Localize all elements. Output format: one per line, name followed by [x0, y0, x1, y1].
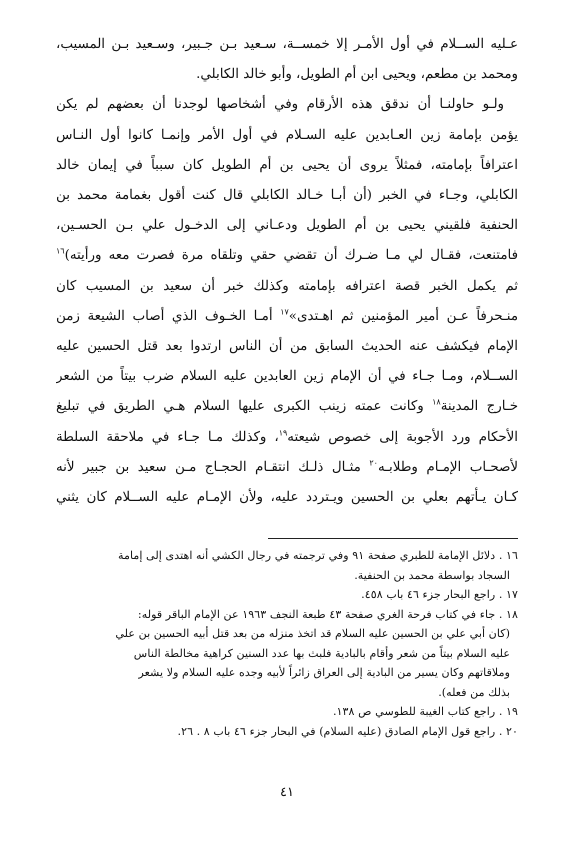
text-line-4: يؤمن بإمامة زين العـابدين عليه السـلام في أول الأمر وإنمـا كانوا أول النـاس — [56, 127, 518, 143]
footnote-18-line-5: بذلك من فعله). — [438, 685, 510, 699]
footnote-18-line-4: وملاقاتهم وكان يسير من البادية إلى العراق زائراً لأبيه وجده عليه السلام ولا يشعر — [138, 666, 510, 679]
text-line-10-body: منـحرفاً عـن أمير المؤمنين ثم اهـتدى» — [288, 308, 518, 324]
text-line-13 — [56, 392, 518, 422]
text-line-16: كـان يـأتهم بعلي بن الحسين ويـتردد عليه، ولأن الإمـام عليه الســلام كان يثني — [56, 490, 518, 506]
footnote-separator — [268, 538, 518, 539]
footnote-19 — [56, 702, 518, 722]
text-line-13-body: خـارج المدينة — [440, 399, 518, 415]
footnote-18-line-2: (كان أبي علي بن الحسين عليه السلام قد اتخذ منزله من بعد قتل أبيه الحسين بن علي — [115, 627, 510, 640]
text-line-15-body: لأصحـاب الإمـام وطلابـه — [377, 459, 518, 475]
footnote-17-line-1: ١٧ . راجع البحار جزء ٤٦ باب ٤٥٨. — [361, 588, 518, 601]
footnote-ref-18: ١٨ — [432, 397, 441, 407]
text-line-15-tail: مثـال ذلـك انتقـام الحجـاج مـن سعيد بن جبير لأنه — [56, 459, 370, 475]
text-line-11: الإمام فيكشف عنه الحديث السابق من أن الناس ارتدوا بعد قتل الحسين عليه — [56, 339, 518, 355]
footnote-20-line-1: ٢٠ . راجع قول الإمام الصادق (عليه السلام) في البحار جزء ٤٦ باب ٨ . ٢٦. — [177, 724, 518, 738]
footnote-ref-20: ٢٠ — [369, 458, 378, 468]
text-line-1: عـليه الســلام في أول الأمـر إلا خمســة، سـعيد بـن جـبير، وسـعيد بـن المسيب، — [56, 37, 518, 52]
footnote-16 — [56, 546, 518, 585]
footnote-17 — [56, 585, 518, 605]
footnote-ref-17: ١٧ — [280, 307, 289, 317]
text-line-3: ولـو حاولنـا أن ندقق هذه الأرقام وفي أشخاصها لوجدنا أن بعضهم لم يكن — [56, 97, 504, 113]
footnote-ref-16: ١٦ — [56, 246, 65, 256]
text-line-2: ومحمد بن مطعم، ويحيى ابن أم الطويل، وأبو خالد الكابلي. — [196, 67, 518, 83]
footnote-18 — [56, 605, 518, 703]
footnotes — [56, 546, 518, 741]
text-line-12: الســلام، ومـا جـاء في أن الإمام زين العابدين عليه السلام ضرب بيتاً من الشعر — [56, 369, 518, 385]
text-line-8-body: فامتنعت، فقـال لي مـا ضـرك أن تقضي حقي وتلقاه مرة فصرت معه ورأيته) — [64, 248, 518, 264]
text-line-14 — [56, 423, 518, 453]
footnote-16-line-2: السجاد بواسطة محمد بن الحنفية. — [354, 568, 510, 582]
footnote-18-line-1: ١٨ . جاء في كتاب فرحة الغري صفحة ٤٣ طبعة النجف ١٩٦٣ عن الإمام الباقر قوله: — [137, 607, 518, 621]
text-line-10-tail: أمـا الخـوف الذي أصاب الشيعة زمن — [56, 308, 281, 324]
main-text — [56, 30, 518, 513]
text-line-10 — [56, 302, 518, 332]
text-line-5: اعترافاً بإمامته، فمثلاً يروى أن يحيى بن أم الطويل كان سبباً في إيمان خالد — [56, 157, 518, 173]
text-line-13-tail: وكانت عمته زينب الكبرى عليها السلام هـي الطريق في تبليغ — [56, 399, 433, 415]
text-line-14-body: الأحكام ورد الأجوبة إلى خصوص شيعته — [287, 429, 518, 445]
footnote-ref-19: ١٩ — [278, 428, 288, 438]
footnote-16-line-1: ١٦ . دلائل الإمامة للطبري صفحة ٩١ وفي ترجمته في رجال الكشي أنه اهتدى إلى إمامة — [118, 549, 518, 562]
page-body — [56, 30, 518, 738]
text-line-9: ثم يكمل الخبر قصة اعترافه بإمامته وكذلك خبر أن سعيد بن المسيب كان — [56, 278, 518, 294]
footnote-19-line-1: ١٩ . راجع كتاب الغيبة للطوسي ص ١٣٨. — [332, 705, 518, 718]
footnote-18-line-3: عليه السلام بيتاً من شعر وأقام بالبادية فلبث بها عدد السنين كراهية مخالطة الناس — [133, 646, 510, 660]
text-line-15 — [56, 453, 518, 483]
text-line-6: الكابلي، وجـاء في الخبر (أن أبـا خـالد الكابلي قال كنت أقول بغمامة محمد بن — [56, 188, 518, 204]
footnote-20 — [56, 722, 518, 742]
text-line-8 — [56, 241, 518, 271]
text-line-7: الحنفية فلقيني يحيى بن أم الطويل ودعـاني إلى الدخـول علي بـن الحسـين، — [56, 218, 518, 234]
text-line-14-tail: ، وكذلك مـا جـاء في ملاحقة السلطة — [56, 429, 279, 445]
page-number: ٤١ — [280, 785, 294, 800]
